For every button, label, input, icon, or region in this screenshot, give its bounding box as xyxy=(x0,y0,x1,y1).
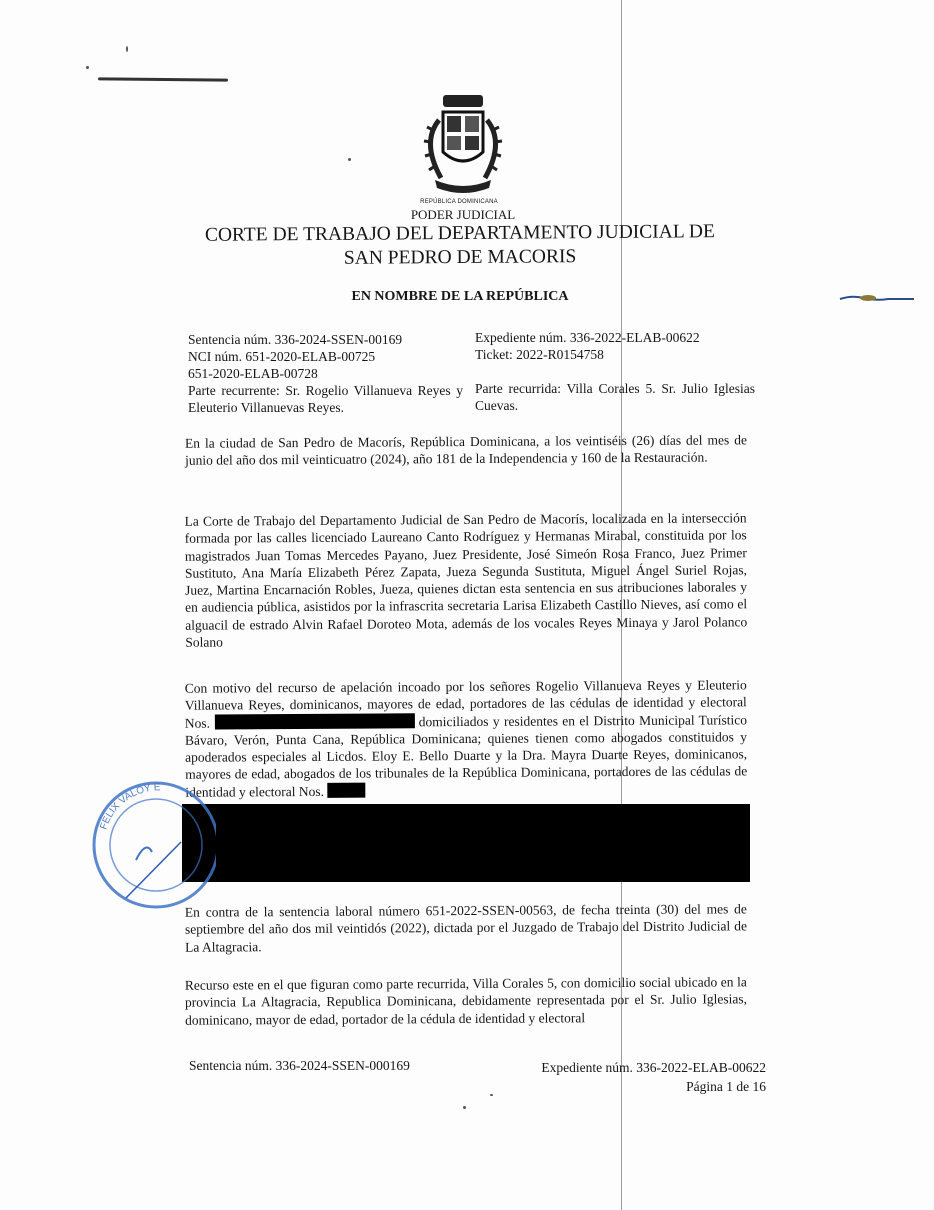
appellant-party: Parte recurrente: Sr. Rogelio Villanueva Reyes y Eleuterio Villanuevas Reyes. xyxy=(188,383,463,415)
paragraph-date: En la ciudad de San Pedro de Macorís, República Dominicana, a los veintiséis (26) días del mes de junio del año dos mil veinticuatro (2024), año 181 de la Independencia y 160 de la Restauración. xyxy=(184,432,747,469)
redaction-block xyxy=(182,804,750,882)
stamp-text: FELIX VALOY E xyxy=(98,782,161,832)
paragraph-appeal-text-b: domiciliados y residentes en el Distrito Municipal Turístico Bávaro, Verón, Punta Cana, República Dominicana; quienes tienen como abogados constituidos y apoderados especiales al Licdos. Eloy E. Bello Duarte y la Dra. Mayra Duarte Reyes, dominicanos, mayores de edad, abogados de los tribunales de la República Dominicana, portadores de las cédulas de identidad y electoral Nos. xyxy=(184,711,748,800)
ticket-number: Ticket: 2022-R0154758 xyxy=(475,347,604,362)
paragraph-appealed-judgment: En contra de la sentencia laboral número 651-2022-SSEN-00563, de fecha treinta (30) del mes de septiembre del año dos mil veintidós (2022), dictada por el Juzgado de Trabajo del Distrito Judicial de La Altagracia. xyxy=(184,901,748,955)
respondent-party: Parte recurrida: Villa Corales 5. Sr. Julio Iglesias Cuevas. xyxy=(475,381,755,413)
footer-expediente: Expediente núm. 336-2022-ELAB-00622 xyxy=(541,1060,766,1075)
paragraph-appeal xyxy=(185,676,748,801)
sentencia-number: Sentencia núm. 336-2024-SSEN-00169 xyxy=(188,332,403,347)
footer-right xyxy=(508,1058,766,1096)
coat-of-arms-seal xyxy=(408,92,518,212)
ink-smudge-mark xyxy=(838,293,916,305)
pen-stroke-mark xyxy=(98,77,228,81)
nci-number: NCI núm. 651-2020-ELAB-00725 xyxy=(188,349,376,364)
court-title-line-1: CORTE DE TRABAJO DEL DEPARTAMENTO JUDICIAL DE xyxy=(204,221,715,246)
page-number: Página 1 de 16 xyxy=(686,1079,766,1094)
scan-speck xyxy=(490,1094,493,1096)
paragraph-court-composition: La Corte de Trabajo del Departamento Judicial de San Pedro de Macorís, localizada en la intersección formada por las calles licenciado Laureano Canto Rodríguez y Hermanas Mirabal, constituida por los magistrados Juan Tomas Mercedes Payano, Juez Presidente, José Simeón Rosa Franco, Juez Primer Sustituto, Ana María Elizabeth Pérez Zapata, Jueza Segunda Sustituta, Miguel Ángel Suriel Rojas, Juez, Martina Encarnación Robles, Jueza, quienes dictan esta sentencia en sus atribuciones laborales y en audiencia pública, asistidos por la infrascrita secretaria Larisa Elizabeth Castillo Nieves, así como el alguacil de estrado Alvin Rafael Doroteo Mota, además de los vocales Reyes Minaya y Jarol Polanco Solano xyxy=(184,510,748,650)
nci-number-2: 651-2020-ELAB-00728 xyxy=(188,366,318,381)
paragraph-appeal-text-a: Con motivo del recurso de apelación incoado por los señores Rogelio Villanueva Reyes y Eleuterio Villanueva Reyes, dominicanos, mayores de edad, portadores de las cédulas de identidad y electoral Nos. xyxy=(184,677,747,731)
redaction-bar xyxy=(214,713,414,729)
institution-name: PODER JUDICIAL xyxy=(410,207,516,222)
redaction-bar xyxy=(327,782,365,797)
expediente-number: Expediente núm. 336-2022-ELAB-00622 xyxy=(475,330,700,345)
scan-speck xyxy=(126,46,128,52)
in-name-of-republic-heading: EN NOMBRE DE LA REPÚBLICA xyxy=(351,289,569,304)
scan-speck xyxy=(463,1106,466,1109)
coat-of-arms-icon xyxy=(413,92,513,198)
paragraph-respondent: Recurso este en el que figuran como parte recurrida, Villa Corales 5, con domicilio social ubicado en la provincia La Altagracia, Republica Dominicana, debidamente representada por el Sr. Julio Iglesias, dominicano, mayor de edad, portador de la cédula de identidad y electoral xyxy=(184,974,748,1028)
republic-label: REPÚBLICA DOMINICANA xyxy=(420,199,498,205)
scan-speck xyxy=(348,158,351,161)
footer-sentencia: Sentencia núm. 336-2024-SSEN-000169 xyxy=(189,1058,410,1073)
court-title-line-2: SAN PEDRO DE MACORIS xyxy=(343,246,577,269)
court-title xyxy=(190,220,730,272)
case-info-right xyxy=(475,329,755,414)
scan-speck xyxy=(86,66,89,69)
official-stamp xyxy=(76,770,216,920)
case-info-left xyxy=(188,331,463,416)
